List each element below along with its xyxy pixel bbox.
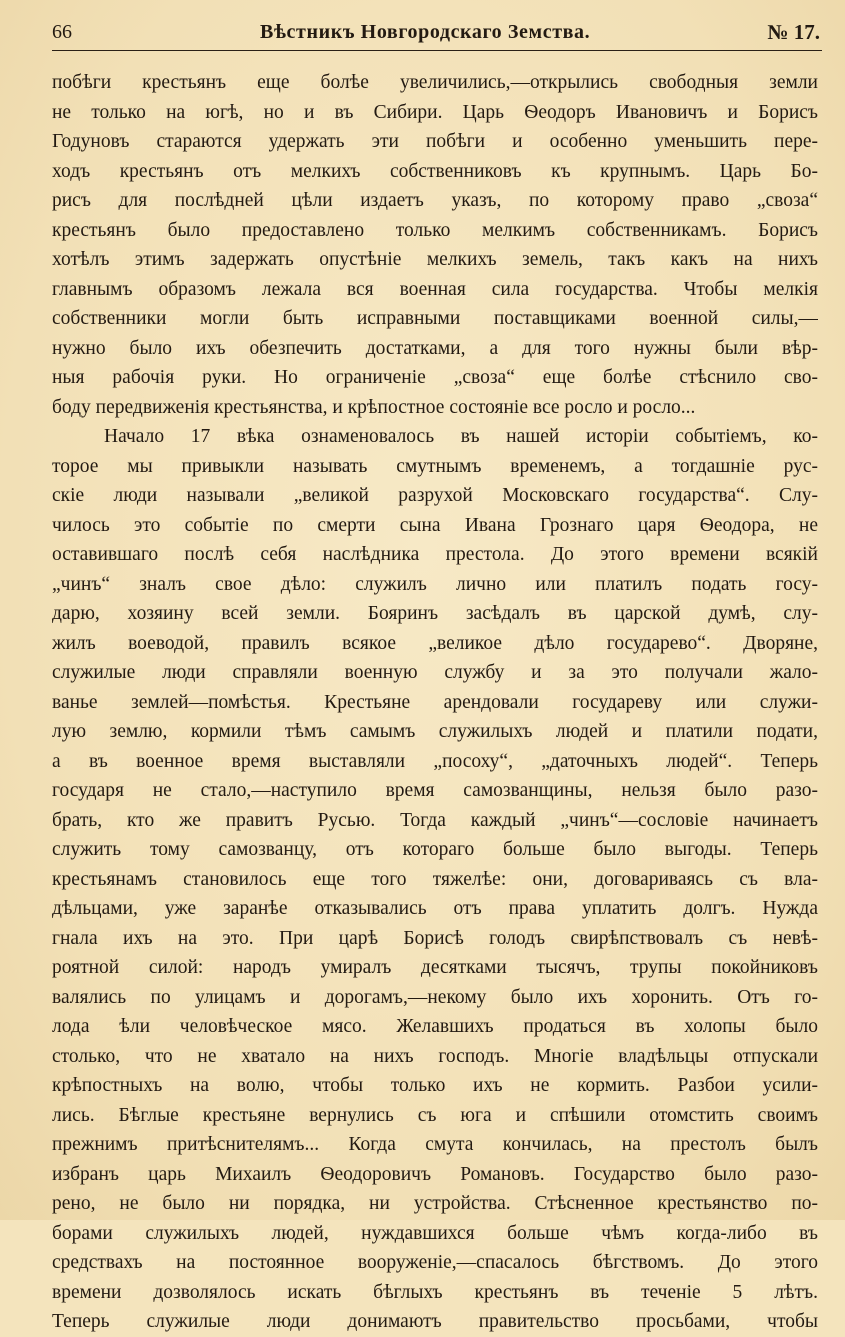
paragraph-end-line: боду передвиженія крестьянства, и крѣпостное состояніе все росло и росло... (52, 396, 696, 418)
text-line: торое мы привыкли называть смутнымъ временемъ, а тогдашніе рус- (52, 455, 818, 477)
text-line: не только на югѣ, но и въ Сибири. Царь Ѳеодоръ Ивановичъ и Борисъ (52, 101, 818, 123)
text-line: чилось это событіе по смерти сына Ивана Грознаго царя Ѳеодора, не (52, 514, 818, 536)
text-line: рисъ для послѣдней цѣли издаетъ указъ, по которому право „своза“ (52, 190, 818, 211)
text-line: роятной силой: народъ умиралъ десятками тысячъ, трупы покойниковъ (52, 957, 818, 978)
page-number: 66 (52, 21, 72, 43)
text-line: Годуновъ стараются удержать эти побѣги и особенно уменьшить пере- (52, 131, 818, 152)
text-line: лись. Бѣглые крестьяне вернулись съ юга и спѣшили отомстить своимъ (52, 1104, 818, 1126)
text-line: дѣльцами, уже заранѣе отказывались отъ права уплатить долгъ. Нужда (52, 898, 818, 919)
issue-number: № 17. (767, 20, 820, 44)
paragraph-start-line: Начало 17 вѣка ознаменовалось въ нашей исторіи событіемъ, ко- (104, 426, 818, 447)
page-header (52, 18, 822, 51)
text-line: прежнимъ притѣснителямъ... Когда смута кончилась, на престолъ былъ (52, 1134, 818, 1155)
text-line: нужно было ихъ обезпечить достатками, а для того нужны были вѣр- (52, 337, 818, 359)
body-text (52, 68, 818, 1337)
text-line: крестьянамъ становилось еще того тяжелѣе: они, договариваясь съ вла- (52, 868, 818, 890)
text-line: гнала ихъ на это. При царѣ Борисѣ голодъ свирѣпствовалъ съ невѣ- (52, 927, 818, 949)
text-line: избранъ царь Михаилъ Ѳеодоровичъ Романовъ. Государство было разо- (52, 1163, 818, 1185)
text-line: дарю, хозяину всей земли. Бояринъ засѣдалъ въ царской думѣ, слу- (52, 603, 818, 624)
text-line: хотѣлъ этимъ задержать опустѣніе мелкихъ земель, такъ какъ на нихъ (52, 249, 818, 270)
text-line: борами служилыхъ людей, нуждавшихся больше чѣмъ когда-либо въ (52, 1222, 818, 1244)
text-line: главнымъ образомъ лежала вся военная сила государства. Чтобы мелкія (52, 278, 818, 300)
text-line: времени дозволялось искать бѣглыхъ крестьянъ въ теченіе 5 лѣтъ. (52, 1281, 818, 1303)
text-line: крѣпостныхъ на волю, чтобы только ихъ не кормить. Разбои усили- (52, 1075, 818, 1096)
text-line: собственники могли быть исправными поставщиками военной силы,— (52, 308, 818, 329)
text-line: служилые люди справляли военную службу и за это получали жало- (52, 662, 818, 683)
text-line: столько, что не хватало на нихъ господъ. Многіе владѣльцы отпускали (52, 1045, 818, 1067)
text-line: крестьянъ было предоставлено только мелкимъ собственникамъ. Борисъ (52, 219, 818, 241)
text-line: а въ военное время выставляли „посоху“, „даточныхъ людей“. Теперь (52, 750, 818, 772)
text-line: валялись по улицамъ и дорогамъ,—некому было ихъ хоронить. Отъ го- (52, 986, 818, 1008)
text-line: лода ѣли человѣческое мясо. Желавшихъ продаться въ холопы было (52, 1016, 818, 1037)
text-line: государя не стало,—наступило время самозванщины, нельзя было разо- (52, 780, 818, 801)
text-line: побѣги крестьянъ еще болѣе увеличились,—открылись свободныя земли (52, 72, 818, 93)
text-line: служить тому самозванцу, отъ котораго больше было выгоды. Теперь (52, 839, 818, 860)
text-line: оставившаго послѣ себя наслѣдника престола. До этого времени всякій (52, 544, 818, 565)
text-line: „чинъ“ зналъ свое дѣло: служилъ лично или платилъ подать госу- (52, 573, 818, 595)
text-line: лую землю, кормили тѣмъ самымъ служилыхъ людей и платили подати, (52, 721, 818, 742)
text-line: ванье землей—помѣстья. Крестьяне арендовали государеву или служи- (52, 691, 818, 713)
text-line: брать, кто же правитъ Русью. Тогда каждый „чинъ“—сословіе начинаетъ (52, 809, 818, 831)
text-line: скіе люди называли „великой разрухой Московскаго государства“. Слу- (52, 485, 818, 506)
text-line: ходъ крестьянъ отъ мелкихъ собственниковъ къ крупнымъ. Царь Бо- (52, 160, 818, 182)
text-line: Теперь служилые люди донимаютъ правительство просьбами, чтобы (52, 1311, 818, 1332)
running-title: Вѣстникъ Новгородскаго Земства. (260, 21, 591, 43)
text-line: ныя рабочія руки. Но ограниченіе „своза“ еще болѣе стѣснило сво- (52, 367, 818, 388)
text-line: рено, не было ни порядка, ни устройства. Стѣсненное крестьянство по- (52, 1193, 818, 1214)
text-line: средствахъ на постоянное вооруженіе,—спасалось бѣгствомъ. До этого (52, 1252, 818, 1273)
text-line: жилъ воеводой, правилъ всякое „великое дѣло государево“. Дворяне, (52, 632, 818, 654)
